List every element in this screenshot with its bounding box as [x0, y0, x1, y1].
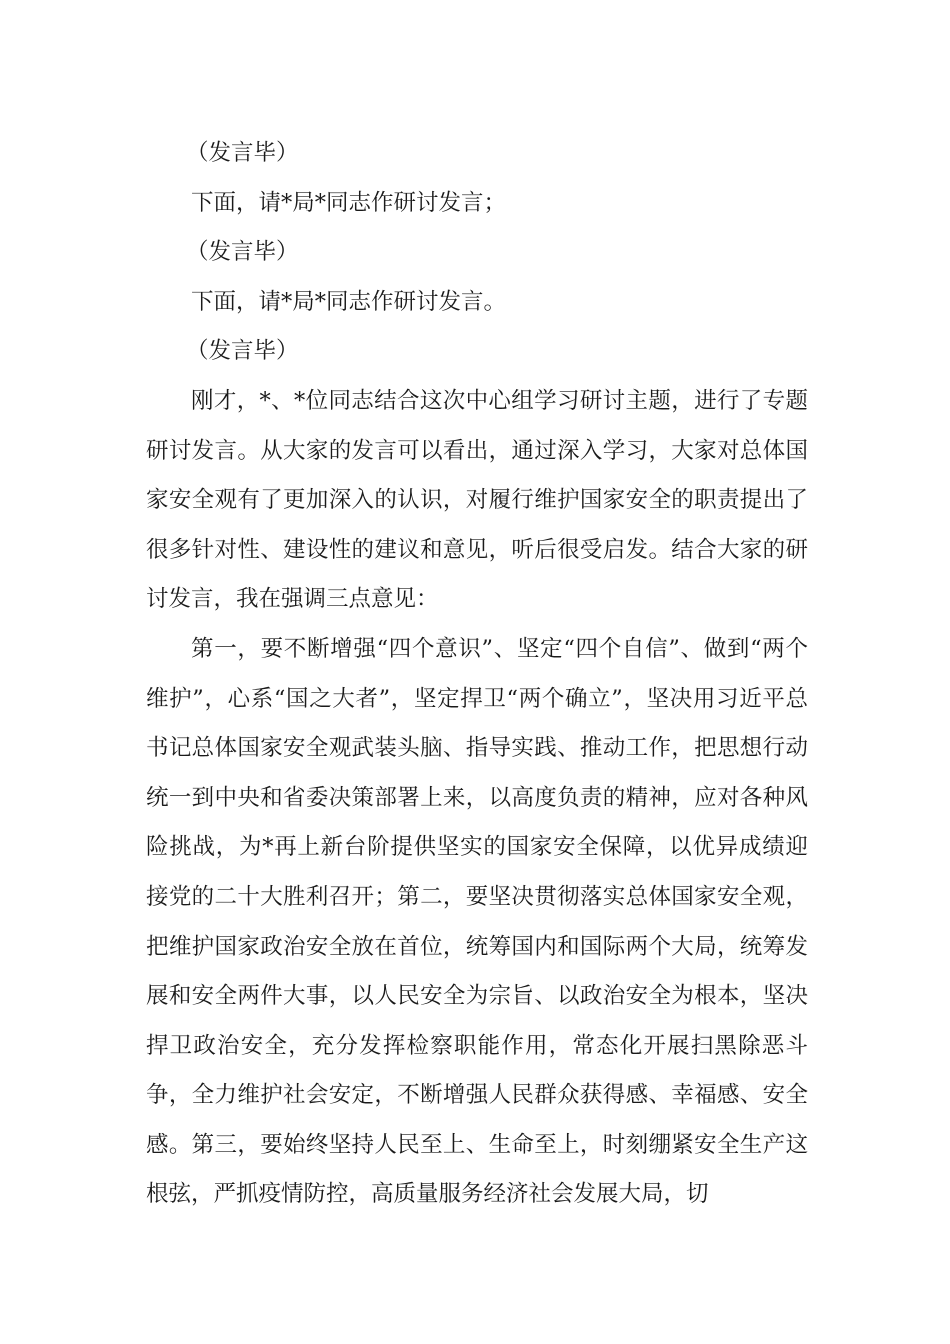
paragraph-next-speaker-2: 下面，请*局*同志作研讨发言。: [191, 288, 507, 315]
paragraph-speech-end-2: （发言毕）: [186, 239, 299, 266]
document-body: [146, 129, 808, 1220]
paragraph-next-speaker-1: 下面，请*局*同志作研讨发言；: [191, 189, 507, 216]
paragraph-speech-end-1: （发言毕）: [186, 140, 299, 166]
paragraph-speech-end-3: （发言毕）: [186, 338, 299, 365]
paragraph-summary: 刚才，*、*位同志结合这次中心组学习研讨主题，进行了专题研讨发言。从大家的发言可以看出，通过深入学习，大家对总体国家安全观有了更加深入的认识，对履行维护国家安全的职责提出了很多针对性、建设性的建议和意见，听后很受启发。结合大家的研讨发言，我在强调三点意见：: [146, 387, 808, 613]
paragraph-three-points: 第一，要不断增强“四个意识”、坚定“四个自信”、做到“两个维护”，心系“国之大者”，坚定捍卫“两个确立”，坚决用习近平总书记总体国家安全观武装头脑、指导实践、推动工作，把思想行动统一到中央和省委决策部署上来，以高度负责的精神，应对各种风险挑战，为*再上新台阶提供坚实的国家安全保障，以优异成绩迎接党的二十大胜利召开；第二，要坚决贯彻落实总体国家安全观，把维护国家政治安全放在首位，统筹国内和国际两个大局，统筹发展和安全两件大事，以人民安全为宗旨、以政治安全为根本，坚决捍卫政治安全，充分发挥检察职能作用，常态化开展扫黑除恶斗争，全力维护社会安定，不断增强人民群众获得感、幸福感、安全感。第三，要始终坚持人民至上、生命至上，时刻绷紧安全生产这根弦，严抓疫情防控，高质量服务经济社会发展大局，切: [146, 635, 808, 1208]
